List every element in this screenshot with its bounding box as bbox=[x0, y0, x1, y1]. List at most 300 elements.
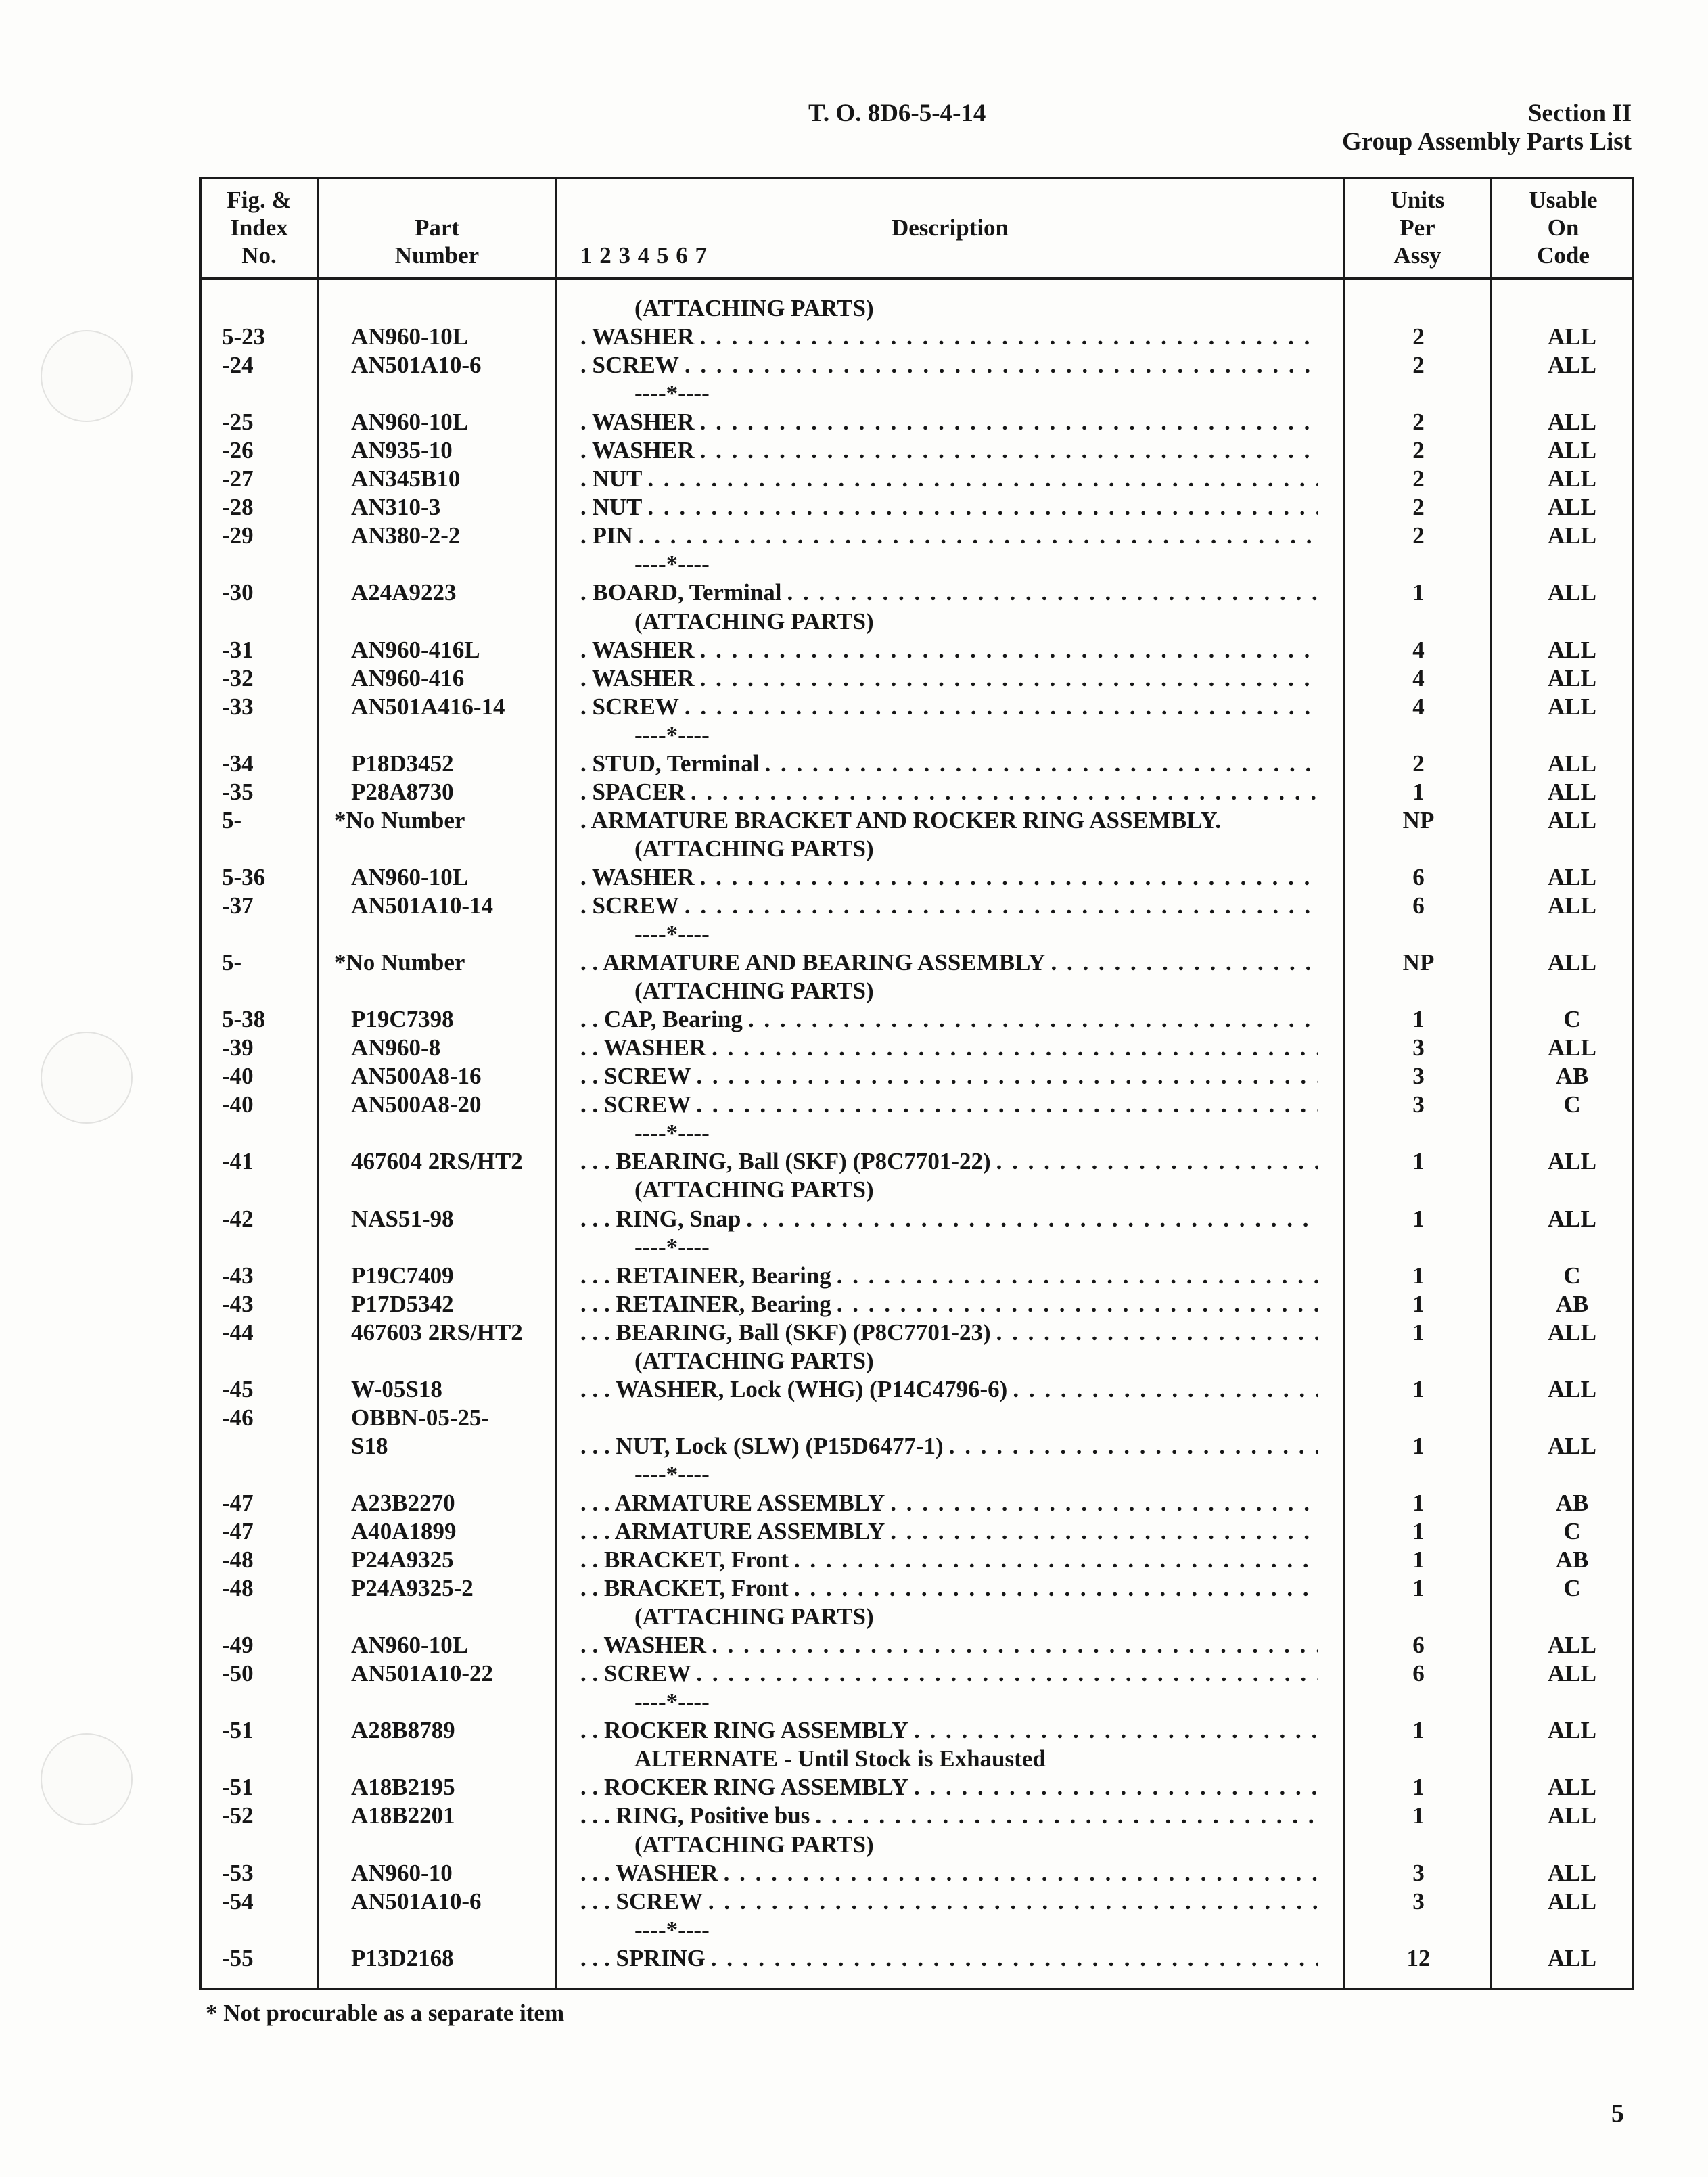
dot-leader bbox=[647, 493, 1318, 522]
description-text: . . WASHER bbox=[580, 1034, 707, 1061]
units-per-assy: 2 bbox=[1412, 522, 1425, 549]
units-per-assy: 1 bbox=[1412, 1717, 1425, 1744]
description-text: (ATTACHING PARTS) bbox=[634, 835, 874, 862]
description bbox=[580, 1659, 1318, 1688]
header-line: Number bbox=[394, 242, 480, 269]
description bbox=[634, 380, 1372, 408]
description bbox=[580, 465, 1318, 493]
units-per-assy: 2 bbox=[1412, 494, 1425, 521]
description bbox=[580, 1319, 1318, 1347]
units-per-assy: 6 bbox=[1412, 1660, 1425, 1687]
part-number: P18D3452 bbox=[351, 750, 454, 777]
description bbox=[580, 1546, 1318, 1574]
table-row bbox=[199, 1205, 1634, 1233]
table-row bbox=[199, 1517, 1634, 1546]
description bbox=[580, 323, 1318, 351]
description bbox=[580, 863, 1318, 892]
header-description: Description bbox=[891, 214, 1009, 241]
description bbox=[634, 721, 1372, 750]
table-row bbox=[199, 835, 1634, 863]
description bbox=[580, 664, 1318, 693]
description-text: . . . SCREW bbox=[580, 1887, 703, 1915]
description bbox=[580, 578, 1318, 607]
table-row bbox=[199, 1603, 1634, 1631]
units-per-assy: 3 bbox=[1412, 1859, 1425, 1886]
table-row bbox=[199, 1659, 1634, 1688]
description-text: . . . ARMATURE ASSEMBLY bbox=[580, 1489, 885, 1516]
description-text: (ATTACHING PARTS) bbox=[634, 1347, 874, 1374]
units-per-assy: 4 bbox=[1412, 636, 1425, 663]
usable-on-code: ALL bbox=[1548, 437, 1596, 464]
fig-index: -40 bbox=[222, 1063, 254, 1090]
table-row bbox=[199, 1176, 1634, 1204]
description-text: . . ROCKER RING ASSEMBLY bbox=[580, 1717, 908, 1744]
table-row bbox=[199, 493, 1634, 522]
units-per-assy: 2 bbox=[1412, 465, 1425, 492]
description-text: . . CAP, Bearing bbox=[580, 1006, 743, 1033]
description-text: ----*---- bbox=[634, 551, 710, 578]
dot-leader bbox=[949, 1432, 1318, 1461]
dot-leader bbox=[996, 1147, 1318, 1176]
table-row bbox=[199, 1944, 1634, 1973]
usable-on-code: ALL bbox=[1548, 579, 1596, 606]
description bbox=[580, 1005, 1318, 1034]
description-text: ----*---- bbox=[634, 721, 710, 748]
usable-on-code: AB bbox=[1555, 1546, 1589, 1574]
description bbox=[580, 1802, 1318, 1830]
dot-leader bbox=[696, 1062, 1318, 1091]
part-number: AN501A10-6 bbox=[351, 352, 482, 379]
units-per-assy: 6 bbox=[1412, 892, 1425, 919]
table-row bbox=[199, 408, 1634, 436]
fig-index: -25 bbox=[222, 409, 254, 436]
fig-index: -35 bbox=[222, 778, 254, 805]
section-label: Section II bbox=[1527, 99, 1632, 127]
fig-index: -52 bbox=[222, 1802, 254, 1829]
table-row bbox=[199, 1147, 1634, 1176]
description-text: . . . WASHER bbox=[580, 1859, 718, 1886]
units-per-assy: 1 bbox=[1412, 1148, 1425, 1175]
table-row bbox=[199, 1319, 1634, 1347]
table-row bbox=[199, 806, 1634, 835]
fig-index: -28 bbox=[222, 494, 254, 521]
description-text: . BOARD, Terminal bbox=[580, 579, 782, 606]
part-number: AN345B10 bbox=[351, 465, 461, 492]
usable-on-code: C bbox=[1563, 1262, 1581, 1289]
part-number: A40A1899 bbox=[351, 1518, 457, 1545]
dot-leader bbox=[700, 664, 1318, 693]
description-text: . NUT bbox=[580, 465, 643, 492]
part-number: P19C7398 bbox=[351, 1006, 454, 1033]
description bbox=[580, 806, 1318, 835]
table-row bbox=[199, 750, 1634, 778]
binder-hole bbox=[41, 1733, 133, 1825]
description-text: . PIN bbox=[580, 522, 633, 549]
usable-on-code: ALL bbox=[1548, 863, 1596, 890]
description bbox=[634, 835, 1372, 863]
fig-index: -54 bbox=[222, 1887, 254, 1915]
table-row bbox=[199, 1091, 1634, 1119]
description-text: (ATTACHING PARTS) bbox=[634, 1831, 874, 1858]
header-line: Units bbox=[1390, 187, 1445, 213]
dot-leader bbox=[765, 750, 1318, 778]
part-number: AN960-10L bbox=[351, 863, 469, 890]
units-per-assy: 1 bbox=[1412, 1774, 1425, 1801]
description bbox=[634, 1745, 1372, 1773]
parts-list-rows bbox=[199, 294, 1634, 1973]
description-text: . WASHER bbox=[580, 437, 695, 464]
part-number: AN960-8 bbox=[351, 1034, 441, 1061]
table-row bbox=[199, 948, 1634, 977]
usable-on-code: ALL bbox=[1548, 409, 1596, 436]
part-number: A18B2195 bbox=[351, 1774, 455, 1801]
dot-leader bbox=[708, 1887, 1318, 1916]
usable-on-code: ALL bbox=[1548, 1205, 1596, 1232]
usable-on-code: ALL bbox=[1548, 465, 1596, 492]
fig-index: -47 bbox=[222, 1489, 254, 1516]
dot-leader bbox=[700, 636, 1318, 664]
part-number: P28A8730 bbox=[351, 778, 454, 805]
fig-index: -45 bbox=[222, 1375, 254, 1402]
fig-index: 5-36 bbox=[222, 863, 266, 890]
description-text: . . . BEARING, Ball (SKF) (P8C7701-22) bbox=[580, 1148, 991, 1175]
description bbox=[634, 550, 1372, 578]
dot-leader bbox=[685, 351, 1318, 380]
binder-hole bbox=[41, 330, 133, 422]
part-number: P24A9325 bbox=[351, 1546, 454, 1574]
usable-on-code: AB bbox=[1555, 1489, 1589, 1516]
description-text: . . ARMATURE AND BEARING ASSEMBLY bbox=[580, 949, 1046, 976]
units-per-assy: 1 bbox=[1412, 1546, 1425, 1574]
dot-leader bbox=[711, 1944, 1318, 1973]
header-line: Index bbox=[230, 214, 288, 241]
footnote: * Not procurable as a separate item bbox=[206, 2000, 565, 2026]
fig-index: -24 bbox=[222, 352, 254, 379]
description-text: ----*---- bbox=[634, 1120, 710, 1147]
description-text: . WASHER bbox=[580, 409, 695, 436]
description-text: . SCREW bbox=[580, 693, 679, 720]
description-text: . SCREW bbox=[580, 892, 679, 919]
description-text: . ARMATURE BRACKET AND ROCKER RING ASSEMBLY. bbox=[580, 806, 1222, 833]
usable-on-code: ALL bbox=[1548, 1887, 1596, 1915]
units-per-assy: 6 bbox=[1412, 1632, 1425, 1659]
description bbox=[580, 522, 1318, 550]
fig-index: -48 bbox=[222, 1546, 254, 1574]
part-number: AN960-10L bbox=[351, 1632, 469, 1659]
table-row bbox=[199, 1461, 1634, 1489]
description-text: . SPACER bbox=[580, 778, 685, 805]
description-text: . NUT bbox=[580, 494, 643, 521]
fig-index: -37 bbox=[222, 892, 254, 919]
description-text: (ATTACHING PARTS) bbox=[634, 295, 874, 321]
units-per-assy: 12 bbox=[1406, 1944, 1431, 1971]
header-line: Code bbox=[1537, 242, 1590, 269]
description bbox=[580, 778, 1318, 806]
binder-hole bbox=[41, 1032, 133, 1124]
dot-leader bbox=[815, 1802, 1318, 1830]
fig-index: -32 bbox=[222, 664, 254, 691]
table-row bbox=[199, 636, 1634, 664]
dot-leader bbox=[712, 1631, 1318, 1659]
description bbox=[580, 493, 1318, 522]
units-per-assy: 1 bbox=[1412, 1006, 1425, 1033]
description bbox=[634, 1831, 1372, 1859]
fig-index: -29 bbox=[222, 522, 254, 549]
usable-on-code: ALL bbox=[1548, 1432, 1596, 1459]
units-per-assy: NP bbox=[1402, 949, 1435, 976]
description bbox=[580, 1489, 1318, 1517]
description bbox=[580, 1859, 1318, 1887]
fig-index: -46 bbox=[222, 1404, 254, 1431]
usable-on-code: AB bbox=[1555, 1063, 1589, 1090]
description bbox=[580, 1574, 1318, 1603]
usable-on-code: C bbox=[1563, 1518, 1581, 1545]
dot-leader bbox=[914, 1716, 1318, 1745]
description-text: ----*---- bbox=[634, 1689, 710, 1716]
description bbox=[580, 1375, 1318, 1404]
description bbox=[580, 636, 1318, 664]
description-text: . WASHER bbox=[580, 664, 695, 691]
description bbox=[580, 1773, 1318, 1802]
part-number: *No Number bbox=[334, 949, 465, 976]
dot-leader bbox=[794, 1546, 1318, 1574]
table-row bbox=[199, 1887, 1634, 1916]
description-text: . . WASHER bbox=[580, 1632, 707, 1659]
description bbox=[634, 977, 1372, 1005]
part-number: P19C7409 bbox=[351, 1262, 454, 1289]
fig-index: -50 bbox=[222, 1660, 254, 1687]
usable-on-code: ALL bbox=[1548, 778, 1596, 805]
usable-on-code: ALL bbox=[1548, 664, 1596, 691]
table-row bbox=[199, 778, 1634, 806]
fig-index: -53 bbox=[222, 1859, 254, 1886]
header-usable-on-code bbox=[1492, 186, 1634, 269]
units-per-assy: 1 bbox=[1412, 579, 1425, 606]
table-row bbox=[199, 1688, 1634, 1716]
description-text: ----*---- bbox=[634, 380, 710, 407]
usable-on-code: ALL bbox=[1548, 1717, 1596, 1744]
table-row bbox=[199, 1290, 1634, 1319]
units-per-assy: 2 bbox=[1412, 750, 1425, 777]
part-number: AN960-416 bbox=[351, 664, 465, 691]
description-text: . WASHER bbox=[580, 323, 695, 350]
dot-leader bbox=[837, 1290, 1318, 1319]
table-row bbox=[199, 294, 1634, 323]
description bbox=[634, 1233, 1372, 1262]
part-number: AN501A10-22 bbox=[351, 1660, 493, 1687]
description-text: . . SCREW bbox=[580, 1091, 691, 1118]
description bbox=[634, 1688, 1372, 1716]
technical-order-number: T. O. 8D6-5-4-14 bbox=[808, 99, 986, 127]
table-row bbox=[199, 380, 1634, 408]
description bbox=[580, 408, 1318, 436]
table-row bbox=[199, 1119, 1634, 1147]
fig-index: 5- bbox=[222, 806, 242, 833]
description-text: ----*---- bbox=[634, 1233, 710, 1260]
description-text: . SCREW bbox=[580, 352, 679, 379]
table-row bbox=[199, 465, 1634, 493]
header-fig-index bbox=[202, 186, 317, 269]
table-row bbox=[199, 1404, 1634, 1432]
units-per-assy: NP bbox=[1402, 806, 1435, 833]
usable-on-code: ALL bbox=[1548, 522, 1596, 549]
table-row bbox=[199, 1574, 1634, 1603]
description bbox=[580, 693, 1318, 721]
description bbox=[580, 1887, 1318, 1916]
dot-leader bbox=[647, 465, 1318, 493]
part-number: OBBN-05-25- bbox=[351, 1404, 490, 1431]
description-text: (ATTACHING PARTS) bbox=[634, 1603, 874, 1630]
description bbox=[580, 436, 1318, 465]
header-line: Part bbox=[414, 214, 460, 241]
fig-index: -43 bbox=[222, 1262, 254, 1289]
fig-index: -51 bbox=[222, 1717, 254, 1744]
fig-index: 5-38 bbox=[222, 1006, 266, 1033]
table-row bbox=[199, 522, 1634, 550]
usable-on-code: ALL bbox=[1548, 1859, 1596, 1886]
table-row bbox=[199, 1802, 1634, 1830]
description bbox=[580, 1517, 1318, 1546]
table-row bbox=[199, 920, 1634, 948]
dot-leader bbox=[700, 863, 1318, 892]
description bbox=[580, 750, 1318, 778]
description-text: . STUD, Terminal bbox=[580, 750, 760, 777]
table-row bbox=[199, 721, 1634, 750]
units-per-assy: 1 bbox=[1412, 1375, 1425, 1402]
dot-leader bbox=[1013, 1375, 1318, 1404]
dot-leader bbox=[696, 1091, 1318, 1119]
description bbox=[580, 1631, 1318, 1659]
fig-index: -31 bbox=[222, 636, 254, 663]
description-text: . . . RING, Snap bbox=[580, 1205, 741, 1232]
table-row bbox=[199, 693, 1634, 721]
dot-leader bbox=[1051, 948, 1318, 977]
description bbox=[580, 1034, 1318, 1062]
fig-index: -51 bbox=[222, 1774, 254, 1801]
dot-leader bbox=[748, 1005, 1318, 1034]
description bbox=[634, 1176, 1372, 1204]
description-text: . . . NUT, Lock (SLW) (P15D6477-1) bbox=[580, 1432, 944, 1459]
description bbox=[634, 294, 1372, 323]
description-text: ----*---- bbox=[634, 1461, 710, 1488]
usable-on-code: ALL bbox=[1548, 1944, 1596, 1971]
description-text: ----*---- bbox=[634, 921, 710, 948]
part-number: NAS51-98 bbox=[351, 1205, 454, 1232]
units-per-assy: 1 bbox=[1412, 778, 1425, 805]
fig-index: -30 bbox=[222, 579, 254, 606]
section-subtitle: Group Assembly Parts List bbox=[1342, 128, 1632, 156]
fig-index: -42 bbox=[222, 1205, 254, 1232]
fig-index: -43 bbox=[222, 1290, 254, 1317]
description-text: . . . RING, Positive bus bbox=[580, 1802, 810, 1829]
table-row bbox=[199, 1233, 1634, 1262]
description-text: . . BRACKET, Front bbox=[580, 1575, 789, 1602]
part-number: 467603 2RS/HT2 bbox=[351, 1319, 523, 1346]
table-row bbox=[199, 664, 1634, 693]
part-number: AN935-10 bbox=[351, 437, 453, 464]
usable-on-code: ALL bbox=[1548, 1034, 1596, 1061]
units-per-assy: 2 bbox=[1412, 323, 1425, 350]
table-row bbox=[199, 1347, 1634, 1375]
description bbox=[634, 608, 1372, 636]
table-row bbox=[199, 1716, 1634, 1745]
dot-leader bbox=[996, 1319, 1318, 1347]
table-row bbox=[199, 1773, 1634, 1802]
usable-on-code: ALL bbox=[1548, 636, 1596, 663]
units-per-assy: 3 bbox=[1412, 1887, 1425, 1915]
usable-on-code: ALL bbox=[1548, 1802, 1596, 1829]
units-per-assy: 4 bbox=[1412, 693, 1425, 720]
header-units-per-assy bbox=[1345, 186, 1490, 269]
fig-index: 5-23 bbox=[222, 323, 266, 350]
part-number: AN960-10L bbox=[351, 409, 469, 436]
description bbox=[634, 920, 1372, 948]
table-row bbox=[199, 1859, 1634, 1887]
description bbox=[634, 1347, 1372, 1375]
part-number: AN960-416L bbox=[351, 636, 480, 663]
description bbox=[580, 1432, 1318, 1461]
table-row bbox=[199, 1916, 1634, 1944]
dot-leader bbox=[685, 892, 1318, 920]
table-row bbox=[199, 892, 1634, 920]
description-text: . . BRACKET, Front bbox=[580, 1546, 789, 1574]
usable-on-code: ALL bbox=[1548, 1148, 1596, 1175]
dot-leader bbox=[700, 436, 1318, 465]
header-line: Usable bbox=[1529, 187, 1598, 213]
description bbox=[580, 1716, 1318, 1745]
table-row bbox=[199, 977, 1634, 1005]
table-row bbox=[199, 1262, 1634, 1290]
part-number: AN501A10-6 bbox=[351, 1887, 482, 1915]
fig-index: -49 bbox=[222, 1632, 254, 1659]
dot-leader bbox=[724, 1859, 1318, 1887]
fig-index: 5- bbox=[222, 949, 242, 976]
table-row bbox=[199, 1546, 1634, 1574]
dot-leader bbox=[837, 1262, 1318, 1290]
usable-on-code: C bbox=[1563, 1006, 1581, 1033]
units-per-assy: 4 bbox=[1412, 664, 1425, 691]
part-number: AN960-10L bbox=[351, 323, 469, 350]
description bbox=[580, 948, 1318, 977]
dot-leader bbox=[787, 578, 1318, 607]
description-text: . WASHER bbox=[580, 863, 695, 890]
part-number: AN501A416-14 bbox=[351, 693, 505, 720]
description-text: . WASHER bbox=[580, 636, 695, 663]
part-number: AN380-2-2 bbox=[351, 522, 461, 549]
part-number: P13D2168 bbox=[351, 1944, 454, 1971]
part-number: A18B2201 bbox=[351, 1802, 455, 1829]
usable-on-code: ALL bbox=[1548, 806, 1596, 833]
description bbox=[634, 1603, 1372, 1631]
fig-index: -55 bbox=[222, 1944, 254, 1971]
table-row bbox=[199, 550, 1634, 578]
units-per-assy: 3 bbox=[1412, 1034, 1425, 1061]
fig-index: -44 bbox=[222, 1319, 254, 1346]
units-per-assy: 1 bbox=[1412, 1262, 1425, 1289]
usable-on-code: ALL bbox=[1548, 949, 1596, 976]
part-number: P24A9325-2 bbox=[351, 1575, 474, 1602]
usable-on-code: AB bbox=[1555, 1290, 1589, 1317]
description-text: . . . RETAINER, Bearing bbox=[580, 1290, 831, 1317]
table-row bbox=[199, 1432, 1634, 1461]
description-text: . . . BEARING, Ball (SKF) (P8C7701-23) bbox=[580, 1319, 991, 1346]
table-row bbox=[199, 1005, 1634, 1034]
fig-index: -33 bbox=[222, 693, 254, 720]
header-line: On bbox=[1547, 214, 1579, 241]
description-text: . . SCREW bbox=[580, 1660, 691, 1687]
header-line: No. bbox=[241, 242, 277, 269]
units-per-assy: 1 bbox=[1412, 1489, 1425, 1516]
